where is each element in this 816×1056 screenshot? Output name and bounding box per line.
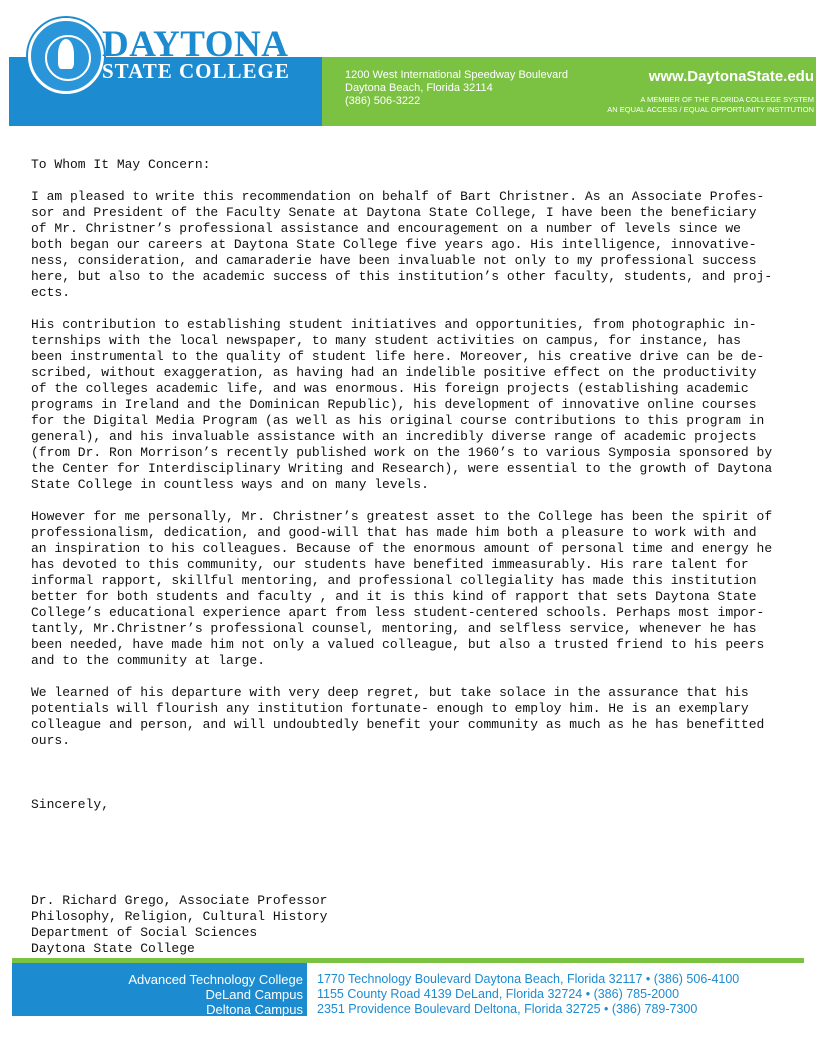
text-line: and to the community at large. — [31, 653, 266, 668]
address-phone: (386) 506-3222 — [345, 95, 421, 107]
text-line: However for me personally, Mr. Christner’s greatest asset to the College has been the spirit of — [31, 509, 773, 524]
text-line: College’s educational experience apart from less student-centered schools. Perhaps most impor- — [31, 605, 765, 620]
signer-field: Philosophy, Religion, Cultural History — [31, 909, 328, 924]
membership-statement — [607, 95, 814, 115]
signer-institution: Daytona State College — [31, 941, 195, 956]
college-logo-subtitle: STATE COLLEGE — [102, 59, 290, 83]
text-line: for the Digital Media Program (as well as his original course contributions to this program in — [31, 413, 765, 428]
college-logo-title: DAYTONA — [102, 24, 289, 65]
text-line: ness, consideration, and camaraderie have been invaluable not only to my professional success — [31, 253, 757, 268]
text-line: ects. — [31, 285, 71, 300]
paragraph-3 — [31, 509, 801, 669]
salutation: To Whom It May Concern: — [31, 157, 211, 172]
text-line: ternships with the local newspaper, to many student activities on campus, for instance, has — [31, 333, 741, 348]
text-line: State College in countless ways and on many levels. — [31, 477, 429, 492]
campus-address: 1155 County Road 4139 DeLand, Florida 32724 • (386) 785-2000 — [317, 987, 680, 1001]
campus-address: 1770 Technology Boulevard Daytona Beach, Florida 32117 • (386) 506-4100 — [317, 972, 740, 986]
text-line: I am pleased to write this recommendation on behalf of Bart Christner. As an Associate Profes- — [31, 189, 765, 204]
letter-body — [31, 157, 801, 957]
text-line: sor and President of the Faculty Senate at Daytona State College, I have been the beneficiary — [31, 205, 757, 220]
campus-address: 2351 Providence Boulevard Deltona, Florida 32725 • (386) 789-7300 — [317, 1002, 698, 1016]
text-line: ours. — [31, 733, 71, 748]
text-line: tantly, Mr.Christner’s professional counsel, mentoring, and selfless service, whenever he has — [31, 621, 757, 636]
paragraph-4 — [31, 685, 801, 749]
seal-torch-icon — [58, 39, 74, 69]
equal-opportunity-line: AN EQUAL ACCESS / EQUAL OPPORTUNITY INSTITUTION — [607, 105, 814, 114]
text-line: programs in Ireland and the Dominican Republic), his development of innovative online courses — [31, 397, 757, 412]
text-line: an inspiration to his colleagues. Because of the enormous amount of personal time and energy he — [31, 541, 773, 556]
address-line: 1200 West International Speedway Boulevard — [345, 69, 568, 81]
membership-line: A MEMBER OF THE FLORIDA COLLEGE SYSTEM — [640, 95, 814, 104]
text-line: here, but also to the academic success of this institution’s other faculty, students, and proj- — [31, 269, 773, 284]
campus-name: DeLand Campus — [205, 987, 303, 1002]
text-line: scribed, without exaggeration, as having had an indelible positive effect on the productivity — [31, 365, 757, 380]
text-line: better for both students and faculty , and it is this kind of rapport that sets Daytona State — [31, 589, 757, 604]
text-line: professionalism, dedication, and good-will that has made him both a pleasure to work with and — [31, 525, 757, 540]
text-line: of the colleges academic life, and was enormous. His foreign projects (establishing academic — [31, 381, 749, 396]
college-address — [345, 69, 568, 108]
paragraph-1 — [31, 189, 801, 301]
letterhead — [9, 11, 816, 126]
college-website-link[interactable]: www.DaytonaState.edu — [648, 68, 814, 85]
text-line: informal rapport, skillful mentoring, and professional collegiality has made this institution — [31, 573, 757, 588]
text-line: His contribution to establishing student initiatives and opportunities, from photographic in- — [31, 317, 757, 332]
footer-campus-details — [307, 963, 804, 1016]
closing: Sincerely, — [31, 797, 110, 812]
letter-footer — [12, 958, 804, 1016]
text-line: potentials will flourish any institution fortunate- enough to employ him. He is an exemplary — [31, 701, 749, 716]
text-line: (from Dr. Ron Morrison’s recently published work on the 1960’s to various Symposia sponsored by — [31, 445, 773, 460]
signature-block — [31, 893, 801, 957]
text-line: general), and his invaluable assistance with an incredibly diverse range of academic projects — [31, 429, 757, 444]
text-line: been instrumental to the quality of student life here. Moreover, his creative drive can be de- — [31, 349, 765, 364]
paragraph-2 — [31, 317, 801, 493]
campus-name: Deltona Campus — [206, 1002, 303, 1017]
campus-name: Advanced Technology College — [128, 972, 303, 987]
footer-campus-names — [12, 963, 307, 1016]
address-line: Daytona Beach, Florida 32114 — [345, 82, 493, 94]
college-seal-icon — [28, 18, 104, 94]
signer-name: Dr. Richard Grego, Associate Professor — [31, 893, 328, 908]
text-line: colleague and person, and will undoubtedly benefit your community as much as he has benefitted — [31, 717, 765, 732]
text-line: the Center for Interdisciplinary Writing and Research), were essential to the growth of Daytona — [31, 461, 773, 476]
text-line: of Mr. Christner’s professional assistance and encouragement on a number of levels since we — [31, 221, 741, 236]
text-line: has devoted to this community, our students have benefited immeasurably. His rare talent for — [31, 557, 749, 572]
text-line: both began our careers at Daytona State College five years ago. His intelligence, innovative- — [31, 237, 757, 252]
text-line: We learned of his departure with very deep regret, but take solace in the assurance that his — [31, 685, 749, 700]
text-line: been needed, have made him not only a valued colleague, but also a trusted friend to his peers — [31, 637, 765, 652]
signer-department: Department of Social Sciences — [31, 925, 258, 940]
